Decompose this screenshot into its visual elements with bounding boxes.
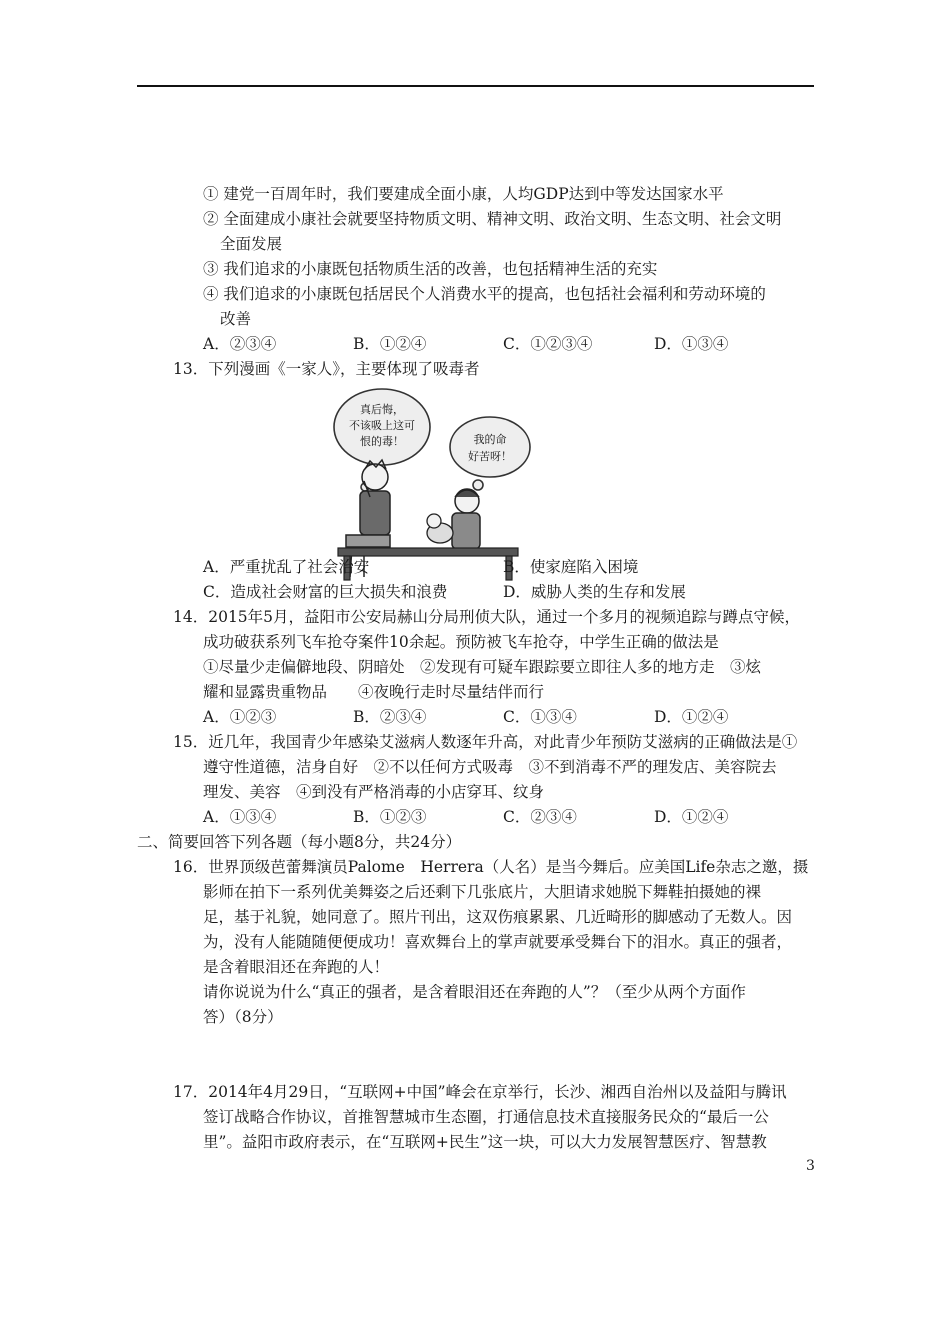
q17-line-2: 签订战略合作协议，首推智慧城市生态圈，打通信息技术直接服务民众的“最后一公: [203, 1108, 769, 1126]
q14-line-2: 成功破获系列飞车抢夺案件10余起。预防被飞车抢夺，中学生正确的做法是: [203, 633, 719, 651]
right-bubble-line-1: 我的命: [473, 433, 507, 446]
q14-option-c[interactable]: C．①③④: [503, 708, 577, 726]
q15-option-b[interactable]: B．①②③: [353, 808, 427, 826]
left-bubble-line-3: 恨的毒！: [360, 435, 404, 448]
q13-stem: 13．下列漫画《一家人》，主要体现了吸毒者: [173, 360, 480, 378]
q14-option-b[interactable]: B．②③④: [353, 708, 427, 726]
left-bubble-line-2: 不该吸上这可: [349, 419, 415, 432]
right-bubble-line-2: 好苦呀！: [468, 450, 512, 463]
q14-option-a[interactable]: A．①②③: [203, 708, 277, 726]
q16-line-2: 影师在拍下一系列优美舞姿之后还剩下几张底片，大胆请求她脱下舞鞋拍摄她的裸: [203, 883, 762, 901]
left-bubble-line-1: 真后悔，: [360, 403, 404, 416]
q15-option-c[interactable]: C．②③④: [503, 808, 577, 826]
q14-line-3: ①尽量少走偏僻地段、阴暗处 ②发现有可疑车跟踪要立即往人多的地方走 ③炫: [203, 658, 762, 676]
q14-line-1: 14．2015年5月，益阳市公安局赫山分局刑侦大队，通过一个多月的视频追踪与蹲点守候，: [173, 608, 801, 626]
q12-statement-4: ④ 我们追求的小康既包括居民个人消费水平的提高，也包括社会福利和劳动环境的: [203, 285, 766, 303]
q16-line-5: 是含着眼泪还在奔跑的人！: [203, 958, 390, 976]
q16-line-3: 足，基于礼貌，她同意了。照片刊出，这双伤痕累累、几近畸形的脚感动了无数人。因: [203, 908, 793, 926]
q14-line-4: 耀和显露贵重物品 ④夜晚行走时尽量结伴而行: [203, 683, 545, 701]
page-number: 3: [806, 1158, 815, 1174]
woman-figure: [452, 489, 480, 549]
q12-statement-3: ③ 我们追求的小康既包括物质生活的改善，也包括精神生活的充实: [203, 260, 658, 278]
q12-statement-2-cont: 全面发展: [220, 235, 283, 253]
q16-line-6: 请你说说为什么“真正的强者，是含着眼泪还在奔跑的人”？（至少从两个方面作: [203, 983, 746, 1001]
cartoon-image: [330, 385, 540, 583]
q14-options: [203, 707, 763, 727]
q12-statement-1: ① 建党一百周年时，我们要建成全面小康，人均GDP达到中等发达国家水平: [203, 185, 724, 203]
q15-line-2: 遵守性道德，洁身自好 ②不以任何方式吸毒 ③不到消毒不严的理发店、美容院去: [203, 758, 777, 776]
q12-option-c[interactable]: C．①②③④: [503, 335, 593, 353]
q15-line-3: 理发、美容 ④到没有严格消毒的小店穿耳、纹身: [203, 783, 545, 801]
q17-line-3: 里”。益阳市政府表示，在“互联网+民生”这一块，可以大力发展智慧医疗、智慧教: [203, 1133, 767, 1151]
q12-statement-2: ② 全面建成小康社会就要坚持物质文明、精神文明、政治文明、生态文明、社会文明: [203, 210, 782, 228]
q17-line-1: 17．2014年4月29日，“互联网+中国”峰会在京举行，长沙、湘西自治州以及益阳与腾讯: [173, 1083, 787, 1101]
q15-option-a[interactable]: A．①③④: [203, 808, 277, 826]
q12-option-d[interactable]: D．①③④: [654, 335, 729, 353]
q12-option-b[interactable]: B．①②④: [353, 335, 427, 353]
q13-option-d[interactable]: D．威胁人类的生存和发展: [503, 583, 686, 601]
q16-line-7: 答）（8分）: [203, 1008, 283, 1026]
baby-figure: [427, 514, 453, 543]
q13-option-a[interactable]: A．严重扰乱了社会治安: [203, 558, 370, 576]
q14-option-d[interactable]: D．①②④: [654, 708, 729, 726]
q13-option-b[interactable]: B．使家庭陷入困境: [503, 558, 639, 576]
header-rule: [137, 85, 814, 87]
q12-options: [203, 334, 763, 354]
q15-options: [203, 807, 763, 827]
q15-line-1: 15．近几年，我国青少年感染艾滋病人数逐年升高，对此青少年预防艾滋病的正确做法是①: [173, 733, 798, 751]
section-2-heading: 二、简要回答下列各题（每小题8分，共24分）: [137, 833, 462, 851]
q15-option-d[interactable]: D．①②④: [654, 808, 729, 826]
q12-option-a[interactable]: A．②③④: [203, 335, 277, 353]
q16-line-1: 16．世界顶级芭蕾舞演员Palome Herrera（人名）是当今舞后。应美国Life杂志之邀，摄: [173, 858, 809, 876]
q13-option-c[interactable]: C．造成社会财富的巨大损失和浪费: [203, 583, 448, 601]
q12-statement-4-cont: 改善: [220, 310, 252, 328]
q16-line-4: 为，没有人能随随便便成功！喜欢舞台上的掌声就要承受舞台下的泪水。真正的强者，: [203, 933, 793, 951]
